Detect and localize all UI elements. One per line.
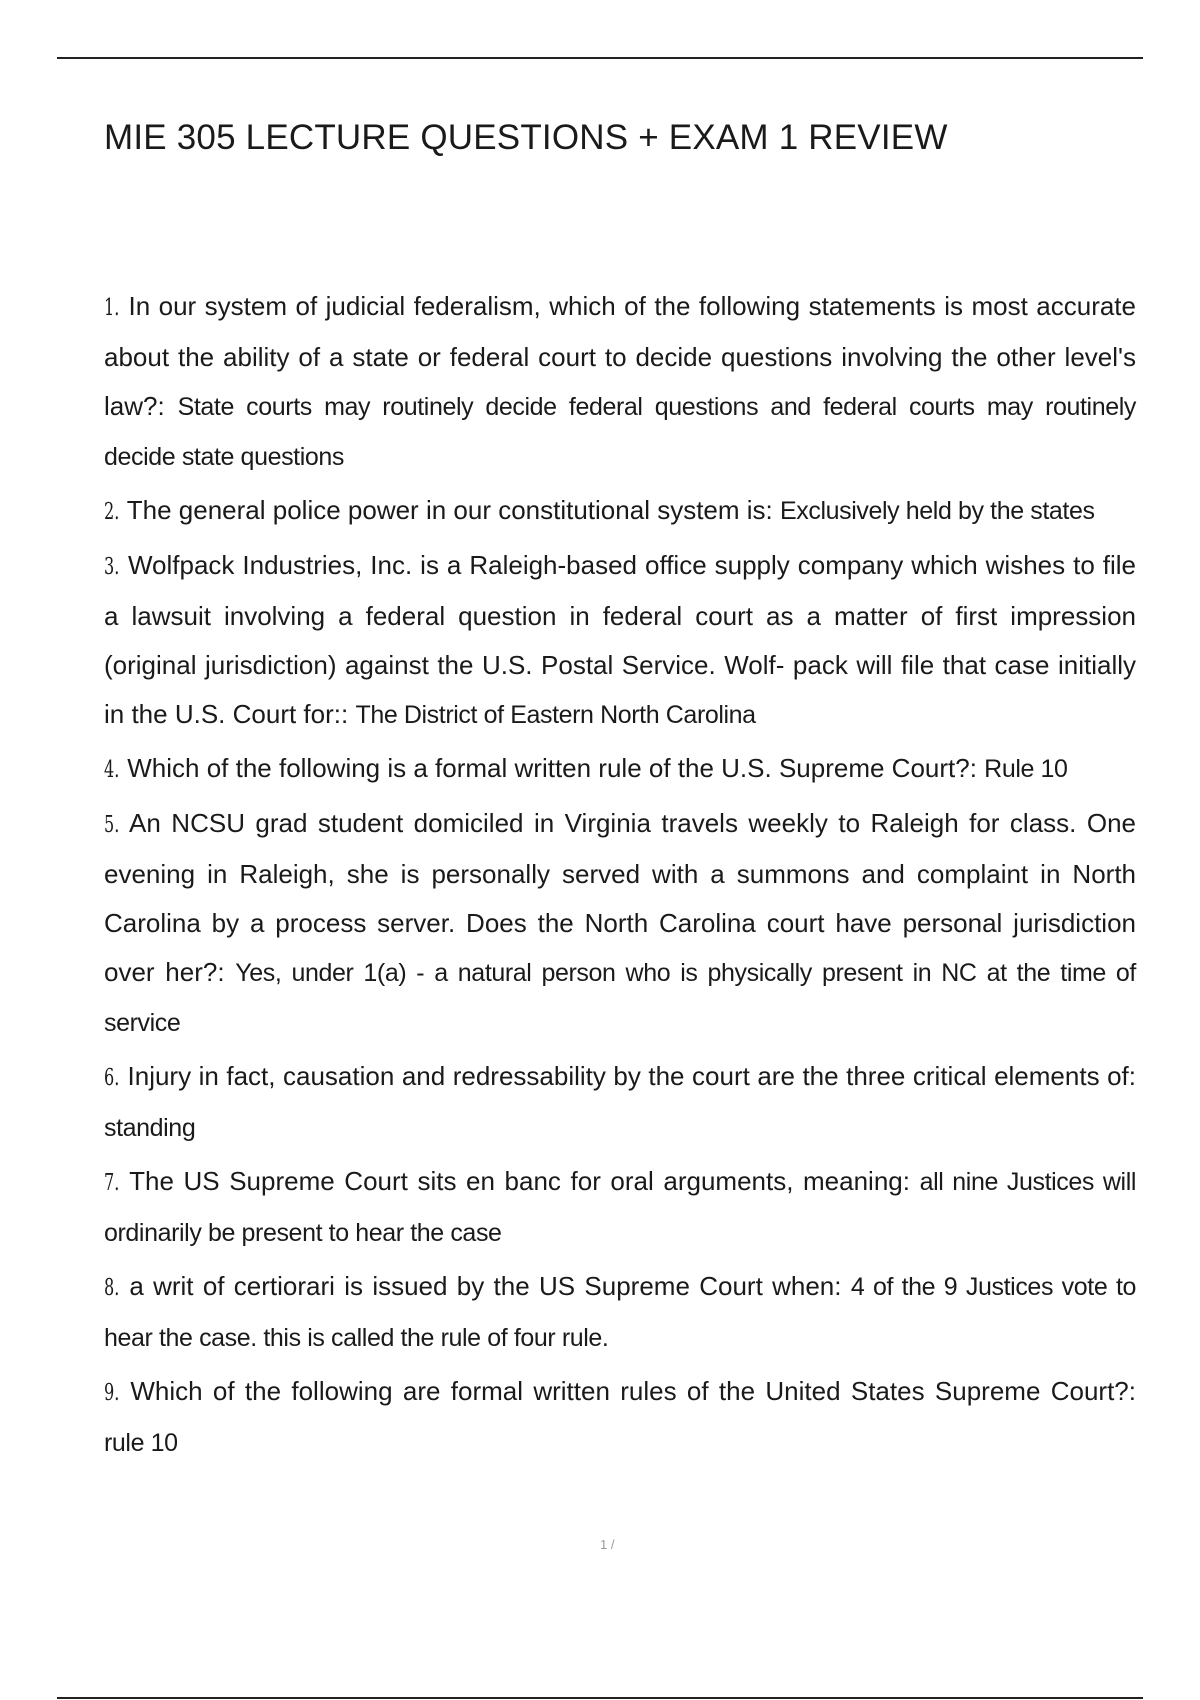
question-item [104, 541, 1136, 740]
answer-text: Exclusively held by the states [780, 497, 1095, 525]
question-text: Which of the following is a formal written rule of the U.S. Supreme Court?: [127, 753, 977, 783]
question-number: 5. [104, 812, 120, 838]
question-text: The US Supreme Court sits en banc for oral arguments, meaning: [129, 1166, 910, 1196]
question-number: 6. [104, 1065, 120, 1091]
question-number: 4. [104, 757, 120, 783]
question-number: 1. [104, 295, 120, 321]
question-text: a writ of certiorari is issued by the US Supreme Court when: [129, 1271, 842, 1301]
question-item [104, 744, 1136, 795]
question-item [104, 486, 1136, 537]
question-number: 7. [104, 1170, 120, 1196]
question-item [104, 282, 1136, 482]
question-item [104, 799, 1136, 1048]
question-item [104, 1367, 1136, 1468]
answer-text: 4 of the 9 Justices vote to hear the case. this is called the rule of four rule. [104, 1273, 1136, 1352]
bottom-divider [57, 1697, 1143, 1699]
question-number: 8. [104, 1275, 120, 1301]
page-title: MIE 305 LECTURE QUESTIONS + EXAM 1 REVIEW [104, 118, 948, 157]
page-number: 1 / [600, 1537, 615, 1552]
answer-text: rule 10 [104, 1429, 178, 1457]
question-item [104, 1157, 1136, 1258]
question-text: Wolfpack Industries, Inc. is a Raleigh-based office supply company which wishes to file a lawsuit involving a federal question in federal court as a matter of first impression (original jurisdiction) against the U.S. Postal Service. Wolf- pack will file that case initially in the U.S. Court for:: [104, 550, 1136, 729]
question-text: Which of the following are formal written rules of the United States Supreme Court?: [130, 1376, 1136, 1406]
answer-text: Yes, under 1(a) - a natural person who is physically present in NC at the time of service [104, 959, 1136, 1037]
answer-text: standing [104, 1114, 196, 1142]
question-item [104, 1052, 1136, 1153]
question-number: 2. [104, 499, 120, 525]
question-text: An NCSU grad student domiciled in Virginia travels weekly to Raleigh for class. One evening in Raleigh, she is personally served with a summons and complaint in North Carolina by a process server. Does the North Carolina court have personal jurisdiction over her?: [104, 808, 1136, 987]
question-list [104, 282, 1136, 1472]
question-number: 3. [104, 554, 120, 580]
answer-text: The District of Eastern North Carolina [355, 701, 756, 729]
top-divider [57, 57, 1143, 59]
answer-text: Rule 10 [984, 755, 1068, 783]
question-item [104, 1262, 1136, 1363]
question-text: Injury in fact, causation and redressability by the court are the three critical elements of: [127, 1061, 1136, 1091]
answer-text: all nine Justices will ordinarily be present to hear the case [104, 1168, 1136, 1247]
question-text: The general police power in our constitutional system is: [126, 495, 773, 525]
answer-text: State courts may routinely decide federal questions and federal courts may routinely decide state questions [104, 393, 1136, 471]
question-number: 9. [104, 1380, 120, 1406]
question-text: In our system of judicial federalism, which of the following statements is most accurate about the ability of a state or federal court to decide questions involving the other level's law?: [104, 291, 1136, 421]
